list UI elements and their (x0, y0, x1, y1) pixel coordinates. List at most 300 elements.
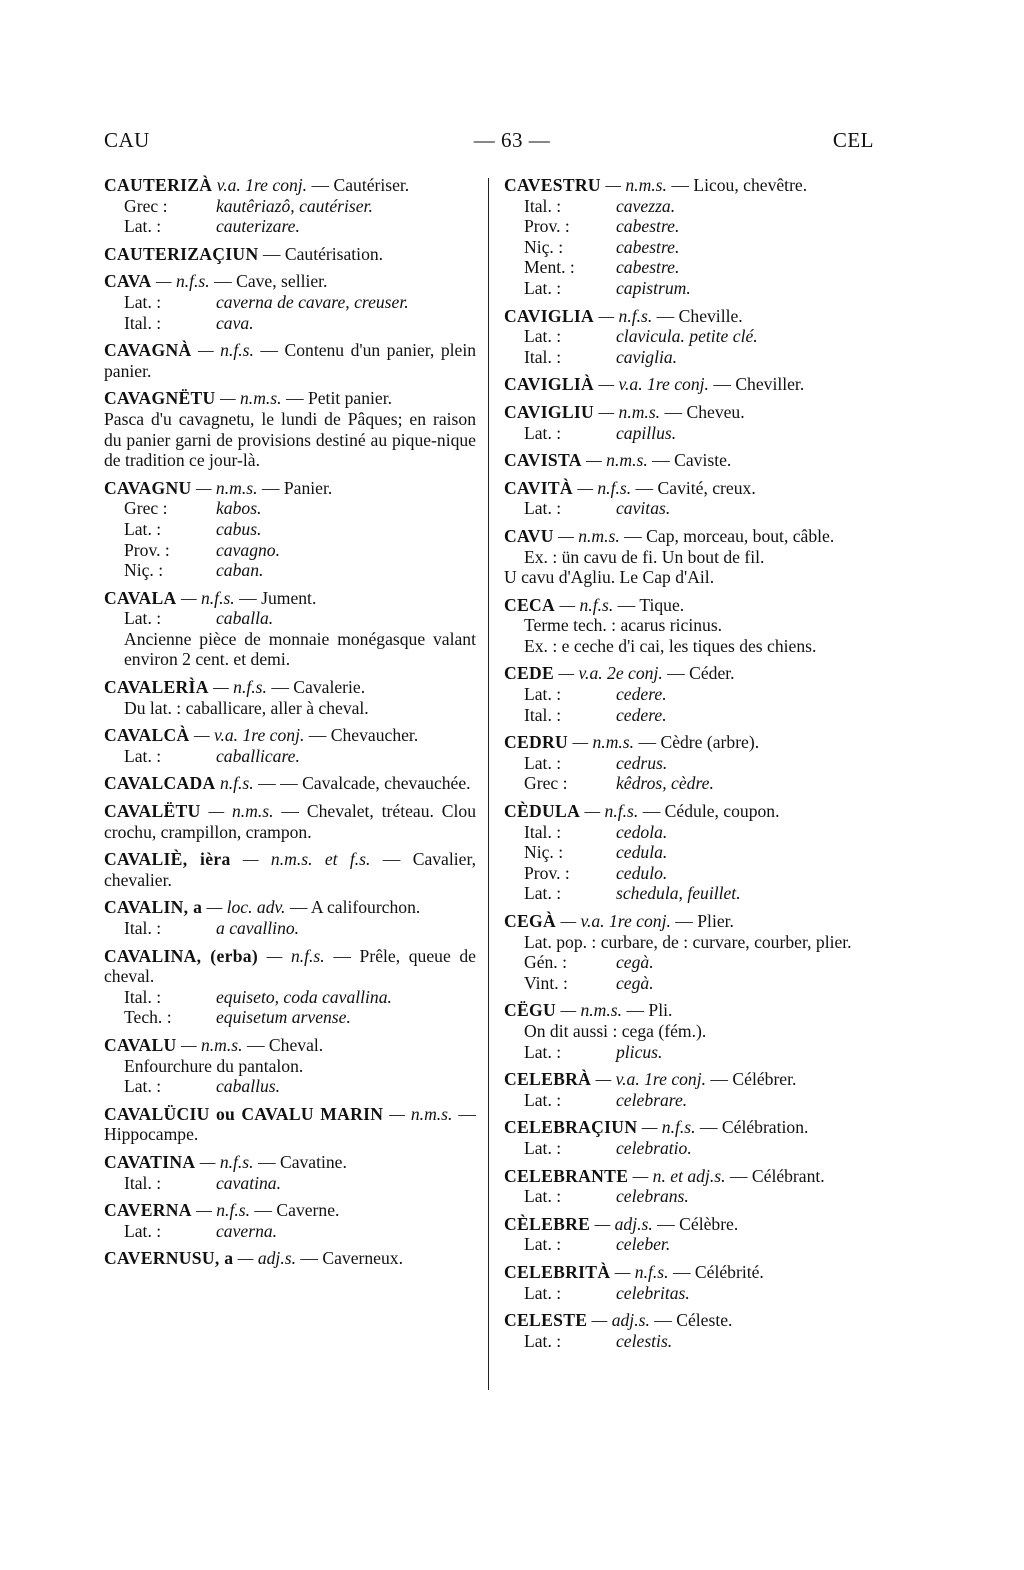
definition: — Panier. (261, 477, 333, 498)
right-column (504, 175, 876, 1358)
language-label: Lat. : (524, 1234, 562, 1255)
headword-line (104, 725, 476, 746)
dictionary-entry-cavita (504, 478, 876, 519)
etymon: kêdros, cèdre. (616, 773, 714, 794)
etymology-row (504, 753, 876, 774)
page-number: — 63 — (473, 128, 551, 152)
definition: — Petit panier. (285, 388, 393, 409)
grammar-label: v.a. 1re conj. (216, 175, 308, 195)
headword: CAVESTRU (504, 175, 601, 195)
definition: — Cavité, creux. (635, 477, 756, 498)
headword-line (504, 595, 876, 616)
dictionary-entry-cedru (504, 732, 876, 794)
language-label: Niç. : (524, 236, 564, 257)
definition: — Cavatine. (257, 1151, 347, 1172)
etymology-row (504, 822, 876, 843)
etymology-row (104, 918, 476, 939)
language-label: Niç. : (124, 560, 164, 581)
headword: CAVU (504, 525, 554, 546)
headword: CAVIGLIU (504, 401, 595, 422)
headword: CAVALERÌA (104, 677, 209, 698)
grammar-label: — n.m.s. (598, 401, 661, 422)
entry-note: On dit aussi : cega (fém.). (524, 1020, 707, 1041)
etymon: cavezza. (616, 195, 676, 216)
dictionary-entry-cegu (504, 1000, 876, 1062)
etymology-row (504, 257, 876, 278)
etymology-row (504, 1283, 876, 1304)
language-label: Lat. : (524, 498, 562, 519)
grammar-label: — n.f.s. (198, 340, 254, 361)
headword-line (504, 732, 876, 753)
headword: CEDE (504, 663, 555, 684)
dictionary-entry-celebra (504, 1069, 876, 1110)
etymology-row (504, 278, 876, 299)
etymology-row (504, 196, 876, 217)
etymology-row (504, 952, 876, 973)
dictionary-entry-cavernusu (104, 1248, 476, 1269)
dictionary-entry-caviglu (504, 402, 876, 443)
language-label: Lat. : (124, 745, 162, 766)
headword: CAVALIN, a (104, 897, 203, 918)
etymon: cauterizare. (216, 216, 300, 237)
headword-line (104, 244, 476, 265)
dictionary-entry-cede (504, 663, 876, 725)
definition: — Caviste. (652, 450, 732, 471)
language-label: Gén. : (524, 952, 567, 973)
grammar-label: — n.f.s. (266, 945, 325, 966)
grammar-label: — n.f.s. (213, 677, 267, 698)
definition: — Cautérisation. (262, 243, 384, 264)
headword: CELEBRITÀ (504, 1261, 611, 1282)
dictionary-entry-cavagnu (104, 478, 476, 581)
dictionary-entry-cavalca (104, 725, 476, 766)
etymology-row (504, 1331, 876, 1352)
etymology-row (104, 313, 476, 334)
dictionary-entry-celebrante (504, 1166, 876, 1207)
language-label: Grec : (124, 498, 168, 519)
grammar-label: — n.m.s. (560, 1000, 623, 1021)
grammar-label: — n.f.s. (199, 1151, 254, 1172)
definition: — — Cavalcade, chevauchée. (258, 773, 471, 794)
running-head-left: CAU (104, 128, 150, 152)
dictionary-entry-cava (104, 271, 476, 333)
language-label: Lat. : (124, 608, 162, 629)
grammar-label: — n.m.s. (219, 388, 282, 409)
headword: CAVAGNÀ (104, 340, 192, 361)
etymology-row (504, 423, 876, 444)
definition: — Cave, sellier. (214, 271, 328, 292)
definition: — Céleste. (654, 1310, 733, 1331)
running-head-right: CEL (832, 128, 874, 152)
language-label: Prov. : (524, 216, 570, 237)
headword-line (504, 402, 876, 423)
etymology-row (104, 498, 476, 519)
etymon: celestis. (616, 1330, 673, 1351)
etymon: caverna. (216, 1220, 278, 1241)
dictionary-entry-cavagnetu (104, 388, 476, 470)
grammar-label: — n.m.s. (195, 477, 258, 498)
headword-line (104, 849, 476, 890)
dictionary-entry-cega (504, 911, 876, 993)
column-divider (488, 178, 489, 1390)
grammar-label: — adj.s. (594, 1213, 653, 1234)
headword: CAVIGLIA (504, 305, 595, 326)
headword-line (104, 1035, 476, 1056)
headword-line (104, 1200, 476, 1221)
left-column (104, 175, 476, 1276)
headword-line (104, 946, 476, 987)
definition: — Cautériser. (311, 175, 410, 195)
dictionary-entry-cavalina (104, 946, 476, 1028)
etymon: celebrare. (616, 1089, 688, 1110)
headword: CAVA (104, 271, 152, 292)
grammar-label: — v.a. 1re conj. (560, 911, 671, 931)
dictionary-entry-cavaluciu (104, 1104, 476, 1145)
entry-note: Ex. : ün cavu de fi. Un bout de fil. (524, 546, 765, 567)
etymon: cedulo. (616, 862, 668, 883)
definition: — Cheval. (246, 1034, 324, 1055)
etymology-row (504, 1042, 876, 1063)
definition: — Tique. (617, 594, 685, 615)
etymon: cava. (216, 312, 254, 333)
etymon: equisetum arvense. (216, 1007, 351, 1028)
grammar-label: — n.f.s. (559, 594, 614, 615)
dictionary-entry-celeste (504, 1310, 876, 1351)
dictionary-entry-cauteriza (104, 175, 476, 237)
headword-line (104, 478, 476, 499)
headword-line (104, 340, 476, 381)
etymology-row (504, 237, 876, 258)
etymon: caballicare. (216, 745, 300, 766)
headword: CELEBRÀ (504, 1069, 592, 1090)
grammar-label: — n.m.s. (389, 1103, 453, 1124)
language-label: Lat. : (524, 1089, 562, 1110)
definition: — Cèdre (arbre). (638, 732, 760, 753)
grammar-label: — v.a. 2e conj. (558, 663, 663, 684)
etymon: cabestre. (616, 257, 680, 278)
language-label: Ital. : (124, 918, 162, 938)
dictionary-entry-cavalcada (104, 773, 476, 794)
etymology-row (504, 773, 876, 794)
etymon: a cavallino. (216, 918, 300, 938)
etymology-row (504, 498, 876, 519)
headword: CËGU (504, 1000, 557, 1021)
etymology-row (504, 1090, 876, 1111)
language-label: Prov. : (524, 862, 570, 883)
definition: — Célébration. (699, 1117, 809, 1138)
language-label: Ital. : (124, 312, 162, 333)
headword: CEGÀ (504, 911, 557, 931)
headword: CAVERNUSU, a (104, 1248, 234, 1269)
language-label: Ital. : (524, 346, 562, 367)
definition: — Pli. (626, 1000, 673, 1021)
dictionary-entry-cavu (504, 526, 876, 588)
dictionary-entry-cavestru (504, 175, 876, 299)
etymology-row (104, 608, 476, 629)
etymology-row (104, 1007, 476, 1028)
definition: — Célébrant. (729, 1165, 825, 1186)
language-label: Ital. : (524, 821, 562, 842)
language-label: Lat. : (124, 1220, 162, 1241)
grammar-label: — n.f.s. (180, 587, 235, 608)
headword-line (504, 801, 876, 822)
etymon: cedere. (616, 704, 667, 725)
entry-note-example: Ex. : e ceche d'i cai, les tiques des chiens. (524, 635, 817, 656)
definition: — Licou, chevêtre. (671, 175, 808, 195)
etymology-row (504, 863, 876, 884)
definition: — Cavalier, chevalier. (104, 849, 476, 890)
grammar-label: — n.f.s. (584, 801, 639, 822)
definition: — Célébrer. (710, 1069, 797, 1090)
language-label: Lat. : (524, 1041, 562, 1062)
etymon: cedere. (616, 684, 667, 705)
language-label: Ital. : (124, 1172, 162, 1193)
headword-line (504, 1166, 876, 1187)
dictionary-entry-caviglia (504, 306, 876, 368)
headword: CEDRU (504, 732, 569, 753)
etymology-row (104, 292, 476, 313)
grammar-label: — loc. adv. (206, 897, 286, 918)
etymon: cavitas. (616, 498, 671, 519)
headword-line (504, 663, 876, 684)
etymon: caballa. (216, 608, 274, 629)
headword: CAVERNA (104, 1200, 192, 1221)
etymology-row (504, 347, 876, 368)
etymology-row (104, 746, 476, 767)
definition: — Chevaucher. (308, 725, 419, 746)
grammar-label: — n.f.s. (598, 305, 653, 326)
headword: CAVISTA (504, 450, 582, 471)
dictionary-entry-cavaletu (104, 801, 476, 842)
headword: CAVALCÀ (104, 725, 190, 746)
dictionary-entry-cavaleria (104, 677, 476, 718)
etymology-row (504, 1138, 876, 1159)
dictionary-entry-cavalu (104, 1035, 476, 1097)
headword-line (504, 1262, 876, 1283)
usage-paragraph: Pasca d'u cavagnetu, le lundi de Pâques; en raison du panier garni de provisions destiné au pique-nique de tradition ce jour-là. (104, 408, 476, 471)
language-label: Grec : (124, 195, 168, 216)
headword-line (104, 588, 476, 609)
etymon: cavatina. (216, 1172, 281, 1193)
etymon: caban. (216, 560, 264, 581)
dictionary-entry-cavala (104, 588, 476, 670)
grammar-label: n.f.s. (219, 773, 254, 794)
headword-line (504, 374, 876, 395)
headword: CAVALU (104, 1034, 177, 1055)
language-label: Ital. : (524, 704, 562, 725)
definition: — Jument. (239, 587, 317, 608)
etymon: cegà. (616, 952, 654, 973)
dictionary-entry-ceca (504, 595, 876, 657)
headword: CAVALCADA (104, 773, 216, 794)
grammar-label: — n.f.s. (641, 1117, 696, 1138)
language-label: Lat. : (524, 1330, 562, 1351)
language-label: Ment. : (524, 257, 575, 278)
etymology-note: Lat. pop. : curbare, de : curvare, courber, plier. (524, 931, 852, 952)
etymology-row (104, 196, 476, 217)
headword-line (504, 1214, 876, 1235)
headword: CÈDULA (504, 801, 581, 822)
etymology-row (504, 1186, 876, 1207)
etymon: cedula. (616, 842, 668, 863)
grammar-label: — adj.s. (237, 1248, 296, 1269)
etymon: capillus. (616, 422, 677, 443)
entry-note: Terme tech. : acarus ricinus. (524, 615, 723, 636)
etymon: plicus. (616, 1041, 663, 1062)
headword: CAUTERIZÀ (104, 175, 213, 195)
etymon: capistrum. (616, 277, 691, 298)
headword-line (504, 306, 876, 327)
etymon: cabus. (216, 518, 262, 539)
headword-line (104, 1104, 476, 1145)
etymology-row (504, 684, 876, 705)
language-label: Lat. : (524, 1282, 562, 1303)
definition: — Cédule, coupon. (642, 801, 780, 822)
etymology-row (504, 326, 876, 347)
headword: CELESTE (504, 1310, 588, 1331)
headword: CECA (504, 594, 556, 615)
etymology-row (104, 216, 476, 237)
etymon: equiseto, coda cavallina. (216, 986, 392, 1007)
etymon: cedrus. (616, 752, 668, 773)
entry-note: Ancienne pièce de monnaie monégasque valant environ 2 cent. et demi. (124, 628, 476, 670)
language-label: Lat. : (124, 518, 162, 539)
etymology-row (504, 1234, 876, 1255)
etymon: celebratio. (616, 1137, 692, 1158)
headword-line (104, 1248, 476, 1269)
etymology-row (504, 842, 876, 863)
etymology-row (504, 705, 876, 726)
definition: — Hippocampe. (104, 1103, 477, 1145)
headword-line (504, 478, 876, 499)
etymon: caballus. (216, 1076, 281, 1097)
dictionary-entry-celebrita (504, 1262, 876, 1303)
etymology-row (104, 519, 476, 540)
definition: — Céder. (667, 663, 735, 684)
definition: — Célèbre. (657, 1213, 739, 1234)
etymon: caverna de cavare, creuser. (216, 291, 409, 312)
definition: — Cheville. (656, 305, 743, 326)
headword-line (104, 388, 476, 409)
headword-line (104, 801, 476, 842)
language-label: Vint. : (524, 972, 568, 993)
dictionary-entry-cauterizaciun (104, 244, 476, 265)
headword: CAVALINA, (erba) (104, 945, 259, 966)
definition: — Célébrité. (672, 1261, 764, 1282)
headword-line (104, 773, 476, 794)
definition: — Caverne. (254, 1200, 340, 1221)
headword: CELEBRANTE (504, 1165, 629, 1186)
language-label: Prov. : (124, 539, 170, 560)
etymology-row (504, 216, 876, 237)
dictionary-entry-cavagna (104, 340, 476, 381)
headword: CELEBRAÇIUN (504, 1117, 638, 1138)
headword-line (104, 677, 476, 698)
etymology-row (104, 1221, 476, 1242)
headword: CAVALIÈ, ièra (104, 849, 231, 870)
etymon: cegà. (616, 972, 654, 993)
headword-line (104, 897, 476, 918)
grammar-label: — v.a. 1re conj. (598, 374, 709, 395)
etymon: cedola. (616, 821, 668, 842)
headword-line (504, 911, 876, 932)
etymon: schedula, feuillet. (616, 883, 741, 904)
language-label: Niç. : (524, 842, 564, 863)
etymology-row (504, 973, 876, 994)
dictionary-entry-cavalin (104, 897, 476, 938)
grammar-label: — n.m.s. (180, 1034, 243, 1055)
language-label: Ital. : (124, 986, 162, 1007)
etymology-row (104, 1076, 476, 1097)
grammar-label: — v.a. 1re conj. (595, 1069, 707, 1090)
dictionary-entry-cavatina (104, 1152, 476, 1193)
definition: — Cheviller. (713, 374, 805, 395)
grammar-label: — n.m.s. (586, 450, 648, 471)
headword: CAVALËTU (104, 801, 201, 822)
headword-line (104, 175, 476, 196)
language-label: Lat. : (524, 684, 562, 705)
headword-line (504, 450, 876, 471)
definition: — Prêle, queue de cheval. (104, 945, 476, 987)
headword-line (504, 175, 876, 196)
language-label: Lat. : (124, 291, 162, 312)
headword-line (504, 526, 876, 547)
etymon: clavicula. petite clé. (616, 326, 758, 347)
etymon: caviglia. (616, 346, 678, 367)
definition: — Cheveu. (664, 401, 745, 422)
dictionary-entry-cavalie (104, 849, 476, 890)
language-label: Lat. : (524, 1137, 562, 1158)
etymology-row (104, 1173, 476, 1194)
etymon: cabestre. (616, 216, 680, 237)
grammar-label: — n.f.s. (577, 477, 632, 498)
headword: CAVATINA (104, 1151, 196, 1172)
etymology-row (104, 560, 476, 581)
grammar-label: — n.m.s. (208, 801, 274, 822)
headword: CÈLEBRE (504, 1213, 591, 1234)
language-label: Lat. : (124, 1076, 162, 1097)
headword-line (504, 1000, 876, 1021)
definition: — Chevalet, tréteau. Clou crochu, crampillon, crampon. (104, 801, 477, 842)
grammar-label: — n.m.s. (605, 175, 667, 195)
headword-line (504, 1069, 876, 1090)
headword-line (504, 1310, 876, 1331)
etymon: kabos. (216, 498, 262, 519)
definition: — Contenu d'un panier, plein panier. (104, 340, 477, 381)
entry-note: Enfourchure du pantalon. (124, 1055, 304, 1076)
etymon: cabestre. (616, 236, 680, 257)
definition: — A califourchon. (289, 897, 421, 918)
definition: — Cap, morceau, bout, câble. (624, 525, 835, 546)
etymon: celeber. (616, 1234, 671, 1255)
definition: — Plier. (675, 911, 734, 931)
headword: CAVITÀ (504, 477, 573, 498)
grammar-label: — n.m.s. (572, 732, 635, 753)
headword: CAVAGNU (104, 477, 192, 498)
dictionary-entry-cavigliaverb (504, 374, 876, 395)
language-label: Lat. : (524, 277, 562, 298)
language-label: Ital. : (524, 195, 562, 216)
dictionary-entry-caverna (104, 1200, 476, 1241)
language-label: Tech. : (124, 1007, 172, 1028)
grammar-label: — n.f.s. (196, 1200, 250, 1221)
language-label: Lat. : (524, 326, 562, 347)
headword-line (104, 1152, 476, 1173)
language-label: Lat. : (524, 422, 562, 443)
etymology-row (104, 540, 476, 561)
headword: CAVALÜCIU ou CAVALU MARIN (104, 1103, 384, 1124)
headword: CAVALA (104, 587, 177, 608)
